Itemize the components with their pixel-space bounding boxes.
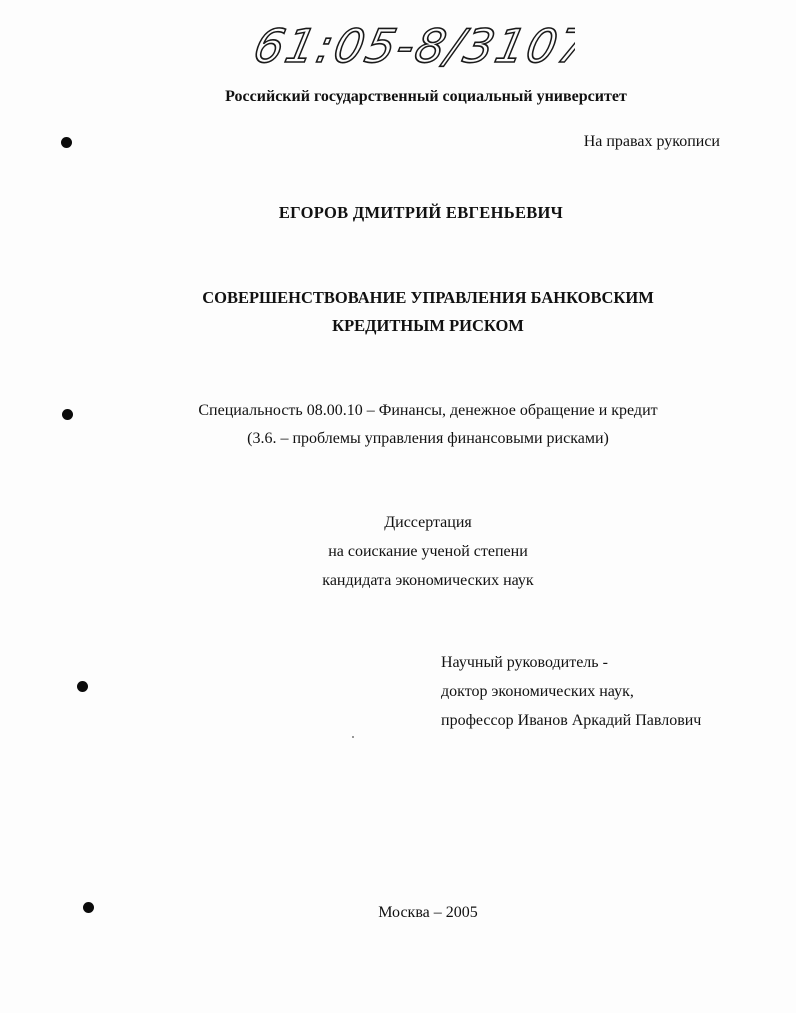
binding-hole-mark <box>61 137 72 148</box>
title-line: СОВЕРШЕНСТВОВАНИЕ УПРАВЛЕНИЯ БАНКОВСКИМ <box>202 288 654 307</box>
specialty-block <box>0 397 796 453</box>
scan-speck <box>352 736 354 738</box>
supervisor-line: профессор Иванов Аркадий Павлович <box>441 712 702 729</box>
handwritten-archive-number <box>255 8 575 78</box>
degree-line: на соискание ученой степени <box>328 543 528 560</box>
university-name: Российский государственный социальный университет <box>225 88 627 105</box>
supervisor-line: доктор экономических наук, <box>441 683 634 700</box>
degree-block <box>0 508 796 595</box>
dissertation-title <box>0 284 796 340</box>
supervisor-block <box>441 648 701 735</box>
specialty-line: Специальность 08.00.10 – Финансы, денежное обращение и кредит <box>198 402 658 419</box>
manuscript-rights-note: На правах рукописи <box>583 133 720 150</box>
degree-line: кандидата экономических наук <box>322 572 534 589</box>
supervisor-line: Научный руководитель - <box>441 654 608 671</box>
author-name: ЕГОРОВ ДМИТРИЙ ЕВГЕНЬЕВИЧ <box>278 203 564 222</box>
title-line: КРЕДИТНЫМ РИСКОМ <box>332 316 524 335</box>
degree-line: Диссертация <box>384 514 472 531</box>
handwritten-number-text: 61:05-8/3107 <box>255 19 575 73</box>
city-year: Москва – 2005 <box>378 904 478 921</box>
binding-hole-mark <box>77 681 88 692</box>
specialty-line: (3.6. – проблемы управления финансовыми рисками) <box>247 430 609 447</box>
